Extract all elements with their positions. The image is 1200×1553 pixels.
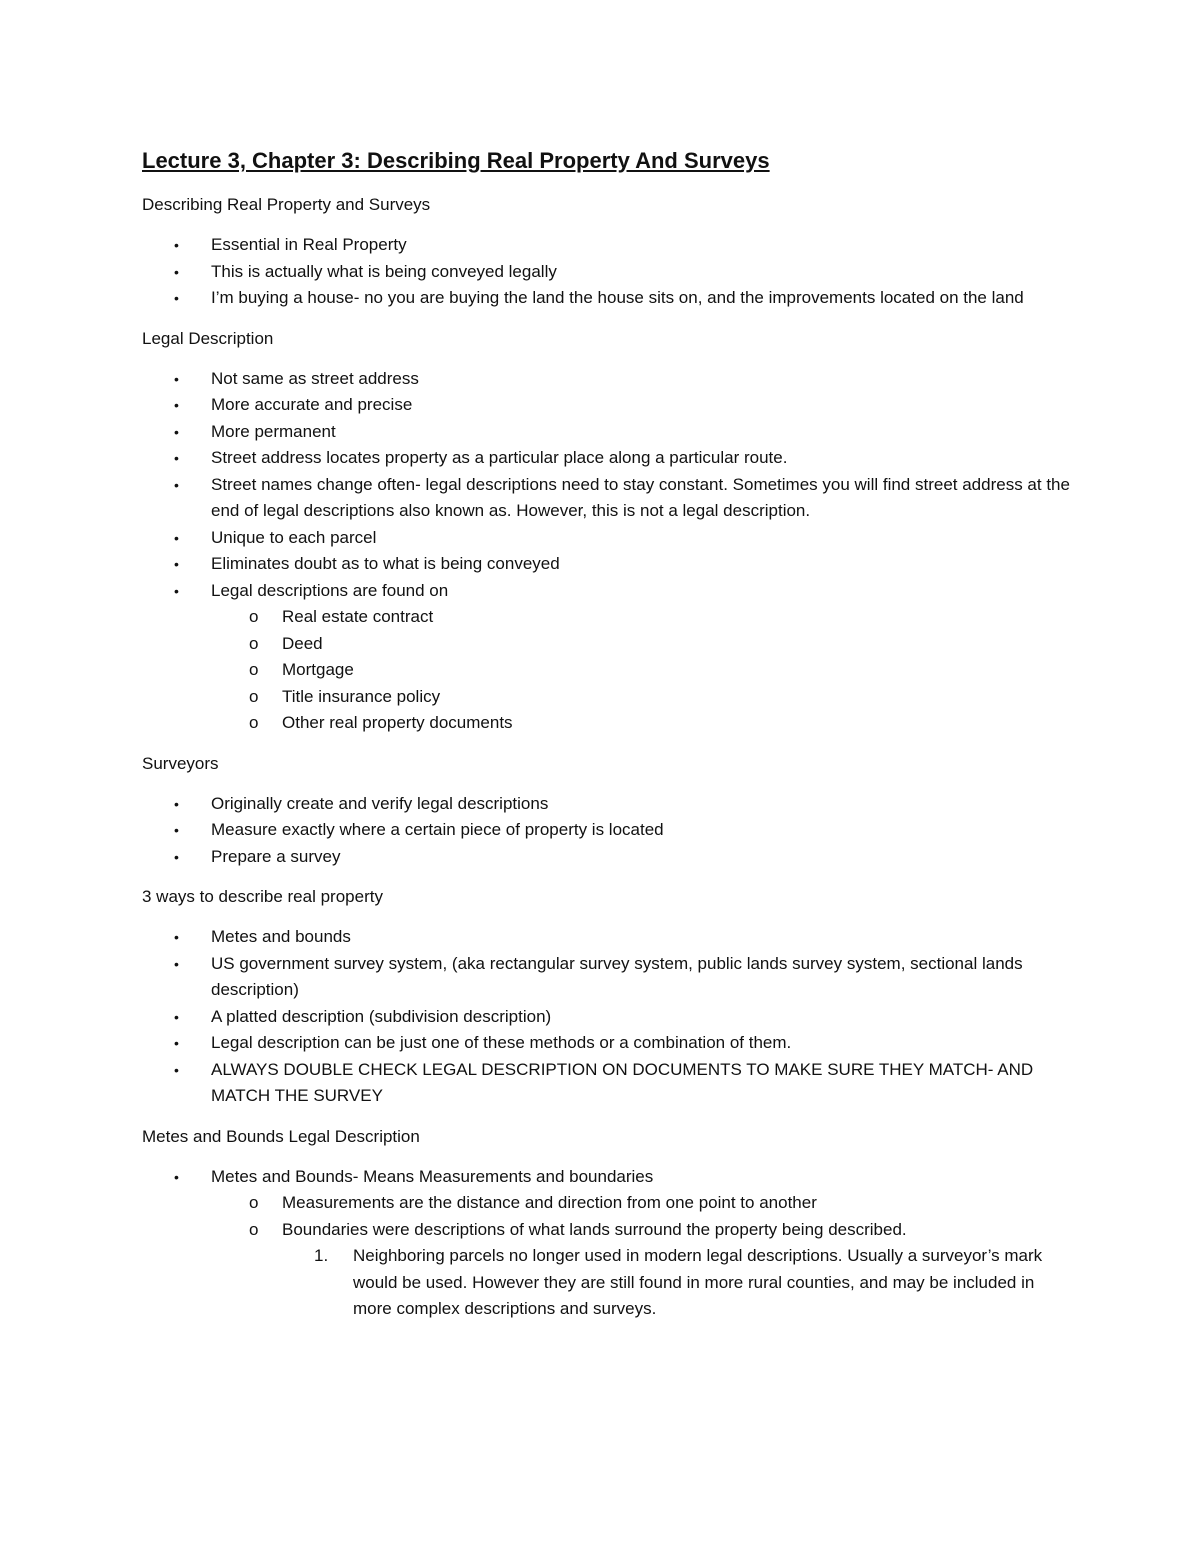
bullet-list xyxy=(142,232,1072,312)
sub-text: Boundaries were descriptions of what lands surround the property being described. xyxy=(282,1219,907,1239)
bullet-marker: • xyxy=(174,1008,179,1025)
bullet-item xyxy=(142,578,1072,605)
bullet-marker: • xyxy=(174,1035,179,1051)
sub-marker: o xyxy=(249,660,259,679)
sub-text: Deed xyxy=(282,633,323,653)
sub-marker: o xyxy=(249,1193,259,1212)
bullet-item xyxy=(142,817,1072,844)
bullet-text: Metes and Bounds- Means Measurements and boundaries xyxy=(211,1166,654,1186)
number-marker: 1. xyxy=(314,1246,329,1265)
bullet-item xyxy=(142,951,1072,1004)
bullet-text: This is actually what is being conveyed legally xyxy=(211,261,557,281)
section-heading: Describing Real Property and Surveys xyxy=(142,195,431,214)
bullet-marker: • xyxy=(174,370,179,387)
bullet-marker: • xyxy=(174,556,179,572)
sub-marker: o xyxy=(249,607,259,626)
sub-item xyxy=(142,631,1072,658)
bullet-item xyxy=(142,472,1072,525)
sub-text: Title insurance policy xyxy=(282,686,441,706)
bullet-item xyxy=(142,392,1072,419)
bullet-text: US government survey system, (aka rectangular survey system, public lands survey system, sectional lands description) xyxy=(211,953,1023,999)
bullet-text: Metes and bounds xyxy=(211,927,351,946)
bullet-item xyxy=(142,525,1072,552)
bullet-marker: • xyxy=(174,1061,179,1078)
bullet-text: Street names change often- legal descriptions need to stay constant. Sometimes you will find street address at the end of legal descriptions also known as. However, this is not a legal description. xyxy=(211,474,1070,520)
bullet-marker: • xyxy=(174,848,179,865)
bullet-marker: • xyxy=(174,263,179,280)
sub-marker: o xyxy=(249,713,259,732)
bullet-marker: • xyxy=(174,529,179,546)
bullet-marker: • xyxy=(174,423,179,440)
bullet-item xyxy=(142,445,1072,472)
section-heading: Surveyors xyxy=(142,753,219,773)
bullet-text: Measure exactly where a certain piece of property is located xyxy=(211,820,664,839)
sub-text: Real estate contract xyxy=(282,607,434,626)
sub-text: Mortgage xyxy=(282,660,354,679)
bullet-text: Prepare a survey xyxy=(211,846,341,866)
document-page xyxy=(142,146,1072,1337)
bullet-text: A platted description (subdivision description) xyxy=(211,1006,552,1026)
bullet-item xyxy=(142,259,1072,286)
bullet-marker: • xyxy=(174,450,179,466)
bullet-marker: • xyxy=(174,582,179,599)
bullet-text: Originally create and verify legal descriptions xyxy=(211,793,549,813)
bullet-item xyxy=(142,232,1072,259)
sub-item xyxy=(142,657,1072,684)
bullet-marker: • xyxy=(174,290,179,306)
sub-item xyxy=(142,604,1072,631)
sub-marker: o xyxy=(249,633,259,653)
bullet-marker: • xyxy=(174,929,179,945)
section-heading: Metes and Bounds Legal Description xyxy=(142,1126,420,1146)
bullet-marker: • xyxy=(174,795,179,812)
bullet-item xyxy=(142,419,1072,446)
bullet-text: More accurate and precise xyxy=(211,395,413,414)
section-heading: Legal Description xyxy=(142,328,274,348)
document-title: Lecture 3, Chapter 3: Describing Real Property And Surveys xyxy=(142,148,770,173)
sub-item xyxy=(142,684,1072,711)
bullet-text: ALWAYS DOUBLE CHECK LEGAL DESCRIPTION ON DOCUMENTS TO MAKE SURE THEY MATCH- AND MATCH THE SURVEY xyxy=(211,1059,1034,1105)
bullet-marker: • xyxy=(174,822,179,838)
bullet-list xyxy=(142,366,1072,737)
sub-item xyxy=(142,1217,1072,1244)
bullet-marker: • xyxy=(174,955,179,972)
bullet-item xyxy=(142,551,1072,578)
bullet-marker: • xyxy=(174,476,179,493)
numbered-item xyxy=(142,1243,1072,1323)
bullet-text: Eliminates doubt as to what is being conveyed xyxy=(211,554,560,573)
bullet-item xyxy=(142,1057,1072,1110)
sub-marker: o xyxy=(249,1219,259,1239)
bullet-item xyxy=(142,366,1072,393)
sub-item xyxy=(142,710,1072,737)
bullet-item xyxy=(142,924,1072,951)
bullet-text: Street address locates property as a particular place along a particular route. xyxy=(211,448,788,467)
sub-text: Other real property documents xyxy=(282,713,513,732)
bullet-text: Unique to each parcel xyxy=(211,527,377,547)
bullet-list xyxy=(142,791,1072,871)
bullet-text: More permanent xyxy=(211,421,336,441)
bullet-text: I’m buying a house- no you are buying the land the house sits on, and the improvements located on the land xyxy=(211,288,1024,307)
sub-marker: o xyxy=(249,686,259,706)
bullet-marker: • xyxy=(174,1168,179,1185)
bullet-text: Essential in Real Property xyxy=(211,235,407,254)
sub-item xyxy=(142,1190,1072,1217)
bullet-text: Legal description can be just one of these methods or a combination of them. xyxy=(211,1033,792,1052)
bullet-marker: • xyxy=(174,237,179,253)
bullet-item xyxy=(142,1004,1072,1031)
section-heading: 3 ways to describe real property xyxy=(142,887,383,906)
numbered-text: Neighboring parcels no longer used in modern legal descriptions. Usually a surveyor’s mark would be used. However they are still found in more rural counties, and may be included in more complex descriptions and surveys. xyxy=(353,1246,1043,1318)
bullet-marker: • xyxy=(174,397,179,413)
bullet-item xyxy=(142,844,1072,871)
sub-text: Measurements are the distance and direction from one point to another xyxy=(282,1193,817,1212)
bullet-item xyxy=(142,791,1072,818)
bullet-item xyxy=(142,285,1072,312)
bullet-text: Legal descriptions are found on xyxy=(211,580,449,600)
bullet-text: Not same as street address xyxy=(211,368,419,388)
bullet-item xyxy=(142,1030,1072,1057)
bullet-list xyxy=(142,924,1072,1110)
bullet-list xyxy=(142,1164,1072,1323)
bullet-item xyxy=(142,1164,1072,1191)
